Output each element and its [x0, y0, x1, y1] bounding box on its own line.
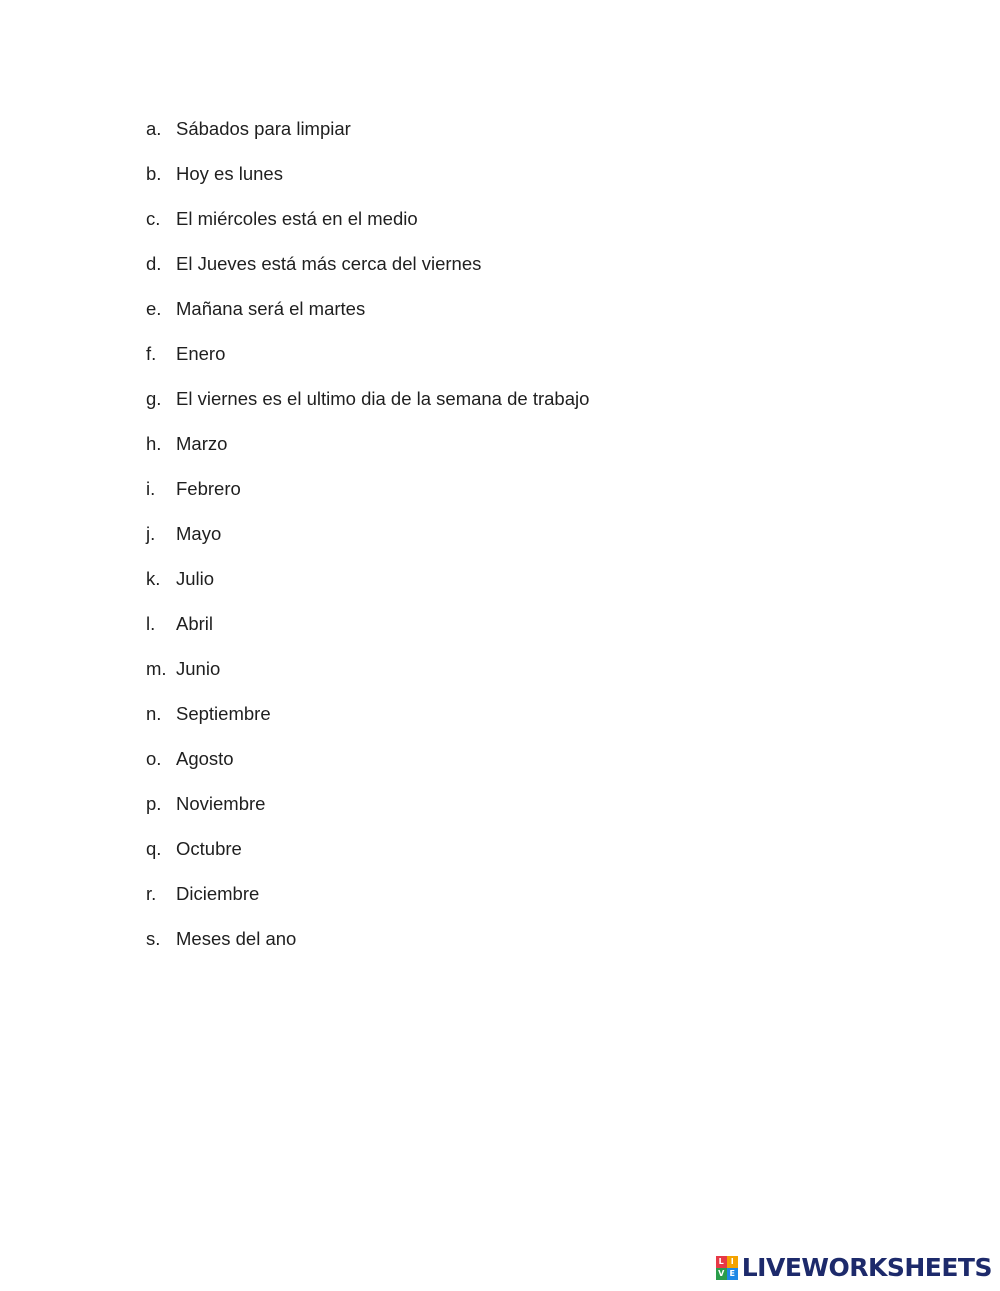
item-marker: p.: [146, 793, 162, 814]
logo-letter-i: I: [727, 1256, 738, 1268]
item-marker: a.: [146, 118, 162, 139]
item-marker: l.: [146, 613, 156, 634]
item-marker: s.: [146, 928, 161, 949]
item-marker: d.: [146, 253, 162, 274]
item-text: Septiembre: [176, 703, 271, 724]
item-text: Hoy es lunes: [176, 163, 283, 184]
liveworksheets-brand[interactable]: [716, 1254, 992, 1282]
item-marker: k.: [146, 568, 161, 589]
item-text: Febrero: [176, 478, 241, 499]
item-marker: i.: [146, 478, 156, 499]
item-text: Meses del ano: [176, 928, 297, 949]
item-text: Sábados para limpiar: [176, 118, 351, 139]
item-marker: q.: [146, 838, 162, 859]
item-text: Junio: [176, 658, 221, 679]
item-text: Julio: [176, 568, 215, 589]
item-text: Enero: [176, 343, 226, 364]
logo-letter-e: E: [727, 1268, 738, 1280]
item-marker: m.: [146, 658, 167, 679]
item-text: El Jueves está más cerca del viernes: [176, 253, 482, 274]
item-text: Diciembre: [176, 883, 260, 904]
item-marker: j.: [146, 523, 156, 544]
item-marker: b.: [146, 163, 162, 184]
item-text: El viernes es el ultimo dia de la semana de trabajo: [176, 388, 590, 409]
item-marker: f.: [146, 343, 157, 364]
item-text: Noviembre: [176, 793, 266, 814]
liveworksheets-logo-icon: [716, 1256, 738, 1280]
item-text: Agosto: [176, 748, 234, 769]
item-marker: e.: [146, 298, 162, 319]
item-marker: o.: [146, 748, 162, 769]
item-text: Mañana será el martes: [176, 298, 366, 319]
logo-letter-l: L: [716, 1256, 727, 1268]
item-text: Abril: [176, 613, 214, 634]
item-marker: n.: [146, 703, 162, 724]
item-marker: h.: [146, 433, 162, 454]
item-marker: r.: [146, 883, 157, 904]
brand-name: LIVEWORKSHEETS: [741, 1253, 992, 1282]
item-text: Mayo: [176, 523, 222, 544]
item-text: El miércoles está en el medio: [176, 208, 418, 229]
item-text: Marzo: [176, 433, 228, 454]
item-marker: g.: [146, 388, 162, 409]
item-marker: c.: [146, 208, 161, 229]
item-text: Octubre: [176, 838, 242, 859]
logo-letter-v: V: [716, 1268, 727, 1280]
